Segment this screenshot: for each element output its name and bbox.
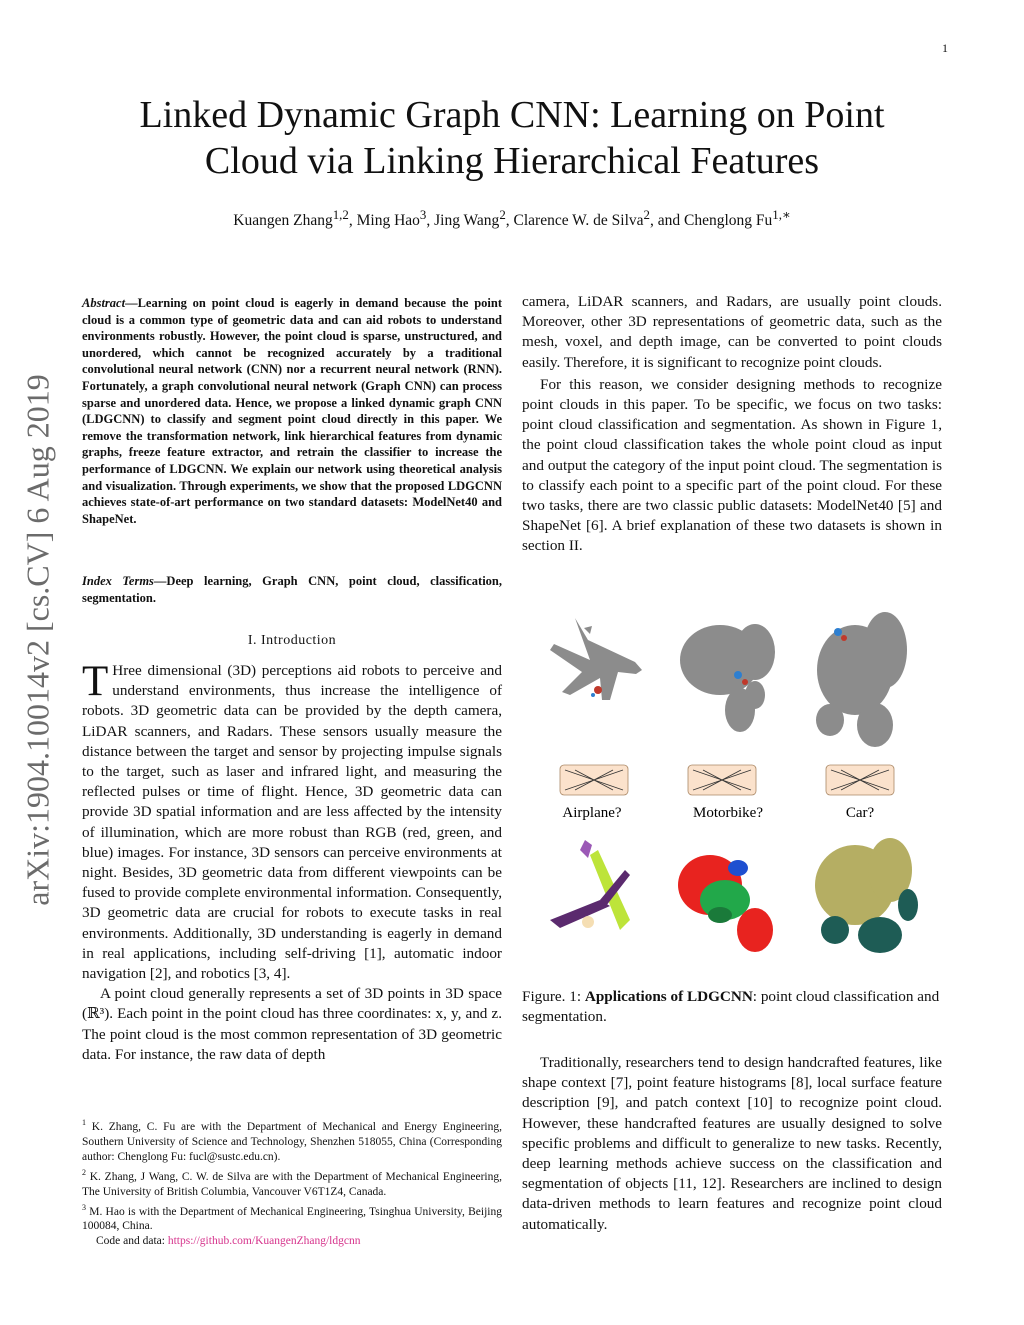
figure-1 [540, 600, 940, 960]
motorbike-point-cloud [680, 624, 775, 732]
index-terms-text: —Deep learning, Graph CNN, point cloud, classification, segmentation. [82, 574, 502, 605]
index-terms [82, 573, 502, 606]
author: Kuangen Zhang$^{1,2}$, [233, 207, 357, 230]
footnotes [82, 1115, 502, 1249]
figure-1-graphic [540, 600, 940, 960]
intro-paragraph-1: Hree dimensional (3D) perceptions aid robots to perceive and understand environments, thus increase the intelligence of robots. 3D geometric data can be provided by the depth camera, LiDAR scanners, and Radars. These sensors usually measure the distance between the target and sensor by projecting impulse signals to the target, such as laser and infrared light, and measuring the reflected pulses or time of flight. Hence, 3D geometric data can provide 3D spatial information and are less affected by the intensity of illumination, which are more robust than RGB (red, green, and blue) images. For instance, 3D sensors can perceive environments at night. Besides, 3D geometric data from different viewpoints can be fused to provide complete environmental information. Consequently, 3D geometric data are crucial for robots to execute tasks in real environments. Additionally, 3D understanding is eagerly in demand in real applications, including self-driving [1], automatic indoor navigation [2], and robotics [3, 4]. [82, 662, 502, 983]
car-point-cloud [816, 612, 907, 747]
right-paragraph-1: camera, LiDAR scanners, and Radars, are usually point clouds. Moreover, other 3D representations of geometric data, such as the mesh, voxel, and depth image, can be converted to point clouds easily. Therefore, it is significant to recognize point clouds. [522, 293, 942, 371]
intro-paragraph-2: A point cloud generally represents a set of 3D points in 3D space (ℝ³). Each point in the point cloud has three coordinates: x, y, and z. The point cloud is the most common representation of 3D geometric data. For instance, the raw data of depth [82, 985, 502, 1063]
introduction-body [82, 658, 502, 1065]
network-icon [826, 765, 894, 795]
code-link[interactable]: https://github.com/KuangenZhang/ldgcnn [167, 1235, 361, 1248]
segmented-airplane [550, 840, 630, 930]
section-heading-introduction: I. Introduction [247, 633, 337, 648]
drop-cap: T [82, 658, 109, 705]
footnote: $^3$ M. Hao is with the Department of Mechanical Engineering, Tsinghua University, Beijing 100084, China. [82, 1202, 502, 1233]
page-number: 1 [942, 41, 948, 55]
author: Jing Wang$^2$, [434, 207, 514, 230]
label-airplane: Airplane? [562, 805, 622, 821]
abstract [82, 295, 502, 527]
index-terms-label: Index Terms [82, 574, 154, 588]
author: Clarence W. de Silva$^2$, and [513, 207, 684, 230]
network-icon [688, 765, 756, 795]
label-motorbike: Motorbike? [693, 805, 763, 821]
abstract-text: —Learning on point cloud is eagerly in demand because the point cloud is a common type of geometric data and can aid robots to understand environments robustly. However, the point cloud is sparse, unstructured, and unordered, which cannot be recognized accurately by a traditional convolutional neural network (CNN) nor a recurrent neural network (RNN). Fortunately, a graph convolutional neural network (Graph CNN) can process sparse and unordered data. Hence, we propose a linked dynamic graph CNN (LDGCNN) to classify and segment point cloud directly in this paper. We remove the transformation network, link hierarchical features from dynamic graphs, freeze feature extractor, and retrain the classifier to increase the performance of LDGCNN. We explain our network using theoretical analysis and visualization. Through experiments, we show that the proposed LDGCNN achieves state-of-art performance on two standard datasets: ModelNet40 and ShapeNet. [82, 296, 502, 526]
figure-caption: Figure. 1: Applications of LDGCNN: point cloud classification and segmentation. [522, 988, 940, 1025]
airplane-point-cloud [550, 618, 642, 700]
author: Chenglong $Fu^{1,∗}$ [683, 207, 791, 230]
segmented-car [815, 838, 918, 953]
arxiv-stamp-text: arXiv:1904.10014v2 [cs.CV] 6 Aug 2019 [19, 374, 56, 906]
right-column-top [522, 292, 942, 557]
author: Ming Hao$^3$, [356, 207, 435, 230]
author-list [0, 207, 1024, 230]
title-line-2: Cloud via Linking Hierarchical Features [204, 140, 820, 182]
label-car: Car? [845, 805, 875, 821]
segmented-motorbike [678, 855, 773, 952]
abstract-label: Abstract [82, 296, 126, 310]
paper-title [0, 92, 1024, 184]
right-paragraph-2: For this reason, we consider designing methods to recognize point clouds in this paper. To be specific, we focus on two tasks: point cloud classification and segmentation. As shown in Figure 1, the point cloud classification takes the whole point cloud as input and output the category of the input point cloud. The segmentation is to classify each point to a specific part of the point cloud. For these two tasks, there are two classic public datasets: ModelNet40 [5] and ShapeNet [6]. A brief explanation of these two datasets is shown in section II. [522, 375, 942, 555]
network-icon [560, 765, 628, 795]
code-link-line: Code and data: https://github.com/KuangenZhang/ldgcnn [96, 1235, 361, 1248]
title-line-1: Linked Dynamic Graph CNN: Learning on Point [139, 94, 885, 136]
right-paragraph-3: Traditionally, researchers tend to design handcrafted features, like shape context [7], point feature histograms [8], local surface feature description [9], and patch context [10] to recognize point cloud. However, these handcrafted features are usually designed to solve specific problems and difficult to generalize to new tasks. Recently, deep learning methods achieve success on the classification and segmentation of objects [11, 12]. Researchers are inclined to design data-driven methods to learn features and recognize point cloud automatically. [522, 1054, 942, 1233]
right-column-bottom [522, 1053, 942, 1235]
footnote: $^1$ K. Zhang, C. Fu are with the Department of Mechanical and Energy Engineering, Southern University of Science and Technology, Shenzhen 518055, China (Corresponding author: Chenglong Fu: fucl@sustc.edu.cn). [82, 1118, 502, 1163]
footnote: $^2$ K. Zhang, J Wang, C. W. de Silva are with the Department of Mechanical Engineering, The University of British Columbia, Vancouver V6T1Z4, Canada. [82, 1167, 502, 1198]
